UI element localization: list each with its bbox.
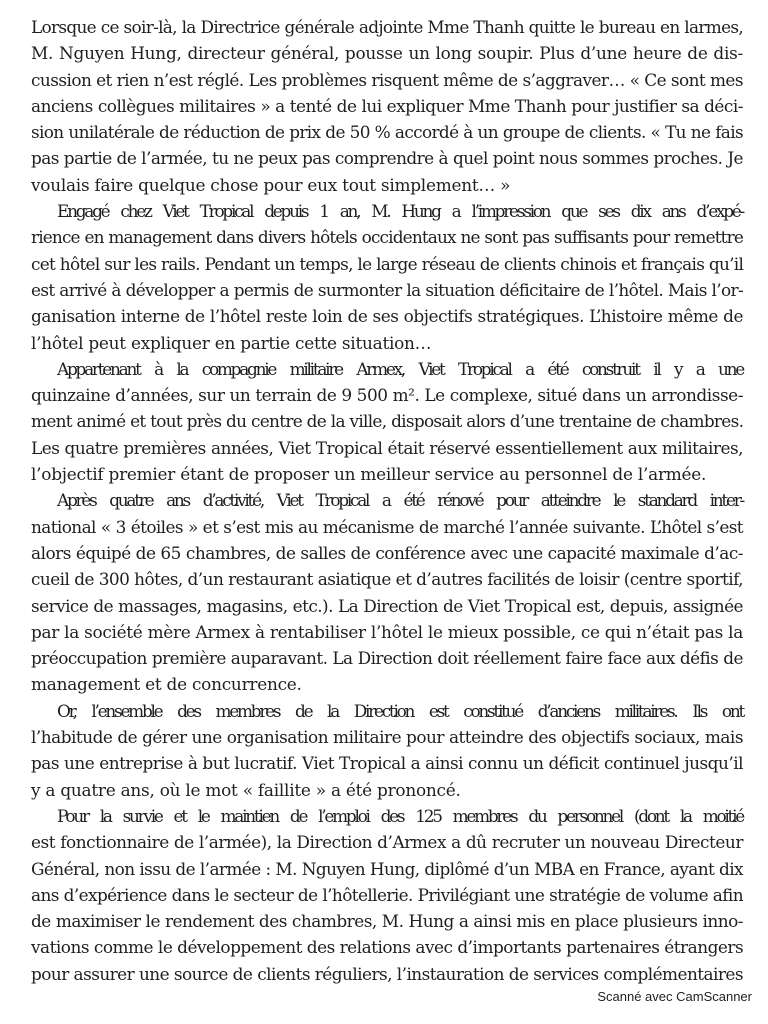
text-line: ment animé et tout près du centre de la ville, disposait alors d’une trentaine de chambres. (31, 411, 744, 432)
text-line: M. Nguyen Hung, directeur général, pousse un long soupir. Plus d’une heure de dis- (31, 43, 743, 64)
text-line: cueil de 300 hôtes, d’un restaurant asiatique et d’autres facilités de loisir (centre sportif, (31, 569, 743, 590)
text-line: y a quatre ans, où le mot « faillite » a été prononcé. (31, 779, 461, 800)
text-line: alors équipé de 65 chambres, de salles de conférence avec une capacité maximale d’ac- (31, 542, 743, 563)
camscanner-watermark: Scanné avec CamScanner (597, 989, 752, 1004)
text-line: par la société mère Armex à rentabiliser l’hôtel le mieux possible, ce qui n’était pas la (31, 621, 743, 642)
text-line: ganisation interne de l’hôtel reste loin de ses objectifs stratégiques. L’histoire même de (31, 306, 743, 327)
text-line: pas partie de l’armée, tu ne peux pas comprendre à quel point nous sommes proches. Je (31, 148, 743, 169)
text-line: service de massages, magasins, etc.). La Direction de Viet Tropical est, depuis, assignée (31, 595, 743, 616)
text-line: vations comme le développement des relations avec d’importants partenaires étrangers (31, 937, 744, 958)
text-line: l’objectif premier étant de proposer un meilleur service au personnel de l’armée. (31, 464, 707, 485)
text-line: Or, l’ensemble des membres de la Direction est constitué d’anciens militaires. Ils ont (57, 700, 743, 721)
text-line: Après quatre ans d’activité, Viet Tropical a été rénové pour atteindre le standard inter- (57, 490, 743, 511)
text-line: de maximiser le rendement des chambres, M. Hung a ainsi mis en place plusieurs inno- (31, 911, 743, 932)
text-line: quinzaine d’années, sur un terrain de 9 500 m². Le complexe, situé dans un arrondisse- (31, 385, 743, 406)
text-line: pour assurer une source de clients réguliers, l’instauration de services complémentaires (31, 963, 743, 984)
text-line: cussion et rien n’est réglé. Les problèmes risquent même de s’aggraver… « Ce sont mes (31, 69, 743, 90)
text-line: Général, non issu de l’armée : M. Nguyen Hung, diplômé d’un MBA en France, ayant dix (31, 858, 743, 879)
text-line: anciens collègues militaires » a tenté de lui expliquer Mme Thanh pour justifier sa déci- (31, 95, 743, 116)
text-line: Pour la survie et le maintien de l’emploi des 125 membres du personnel (dont la moitié (57, 805, 743, 826)
text-line: sion unilatérale de réduction de prix de 50 % accordé à un groupe de clients. « Tu ne fais (31, 122, 743, 143)
text-line: voulais faire quelque chose pour eux tout simplement… » (31, 174, 511, 195)
text-line: national « 3 étoiles » et s’est mis au mécanisme de marché l’année suivante. L’hôtel s’est (31, 516, 743, 537)
text-line: Les quatre premières années, Viet Tropical était réservé essentiellement aux militaires, (31, 437, 743, 458)
text-line: ans d’expérience dans le secteur de l’hôtellerie. Privilégiant une stratégie de volume afin (31, 884, 743, 905)
text-line: rience en management dans divers hôtels occidentaux ne sont pas suffisants pour remettre (31, 227, 743, 248)
text-line: Engagé chez Viet Tropical depuis 1 an, M. Hung a l’impression que ses dix ans d’expé- (57, 201, 743, 222)
text-line: l’hôtel peut expliquer en partie cette situation… (31, 332, 432, 353)
text-line: pas une entreprise à but lucratif. Viet Tropical a ainsi connu un déficit continuel jusqu’il (31, 753, 743, 774)
body-text (31, 14, 743, 987)
text-line: Lorsque ce soir-là, la Directrice générale adjointe Mme Thanh quitte le bureau en larmes, (31, 17, 743, 37)
text-line: Appartenant à la compagnie militaire Armex, Viet Tropical a été construit il y a une (57, 358, 743, 379)
text-line: préoccupation première auparavant. La Direction doit réellement faire face aux défis de (31, 648, 743, 669)
text-line: est fonctionnaire de l’armée), la Direction d’Armex a dû recruter un nouveau Directeur (31, 832, 743, 853)
text-line: est arrivé à développer a permis de surmonter la situation déficitaire de l’hôtel. Mais l’or- (31, 279, 743, 300)
text-line: l’habitude de gérer une organisation militaire pour atteindre des objectifs sociaux, mais (31, 727, 743, 748)
text-line: management et de concurrence. (31, 674, 302, 695)
text-line: cet hôtel sur les rails. Pendant un temps, le large réseau de clients chinois et français qu’il (31, 253, 744, 274)
